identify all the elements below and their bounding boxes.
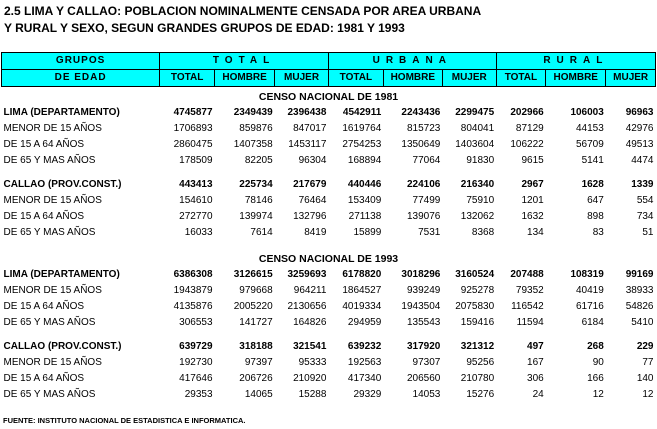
age-group-row: [2, 193, 656, 209]
header-rural-total: TOTAL: [496, 70, 546, 87]
cell-value: 6178820: [342, 269, 382, 280]
cell-value: 15276: [466, 389, 495, 400]
row-label: DE 15 A 64 AÑOS: [3, 301, 85, 312]
cell-value: 44153: [576, 123, 604, 134]
cell-value: 206726: [239, 373, 273, 384]
header-row-columns: [2, 70, 656, 87]
cell-value: 164826: [293, 317, 327, 328]
spacer-row: [2, 331, 656, 339]
cell-value: 54826: [625, 301, 654, 312]
cell-value: 639232: [347, 341, 382, 352]
header-total-total: TOTAL: [160, 70, 215, 87]
cell-value: 3259693: [287, 269, 327, 280]
cell-value: 317920: [406, 341, 441, 352]
spacer-row: [2, 169, 656, 177]
header-urbana-hombre: HOMBRE: [383, 70, 442, 87]
row-label: DE 65 Y MAS AÑOS: [3, 317, 96, 328]
cell-value: 1403604: [455, 139, 495, 150]
cell-value: 4474: [631, 155, 654, 166]
cell-value: 294959: [347, 317, 382, 328]
cell-value: 2860475: [173, 139, 213, 150]
cell-value: 815723: [406, 123, 441, 134]
cell-value: 1943879: [173, 285, 213, 296]
cell-value: 224106: [406, 179, 441, 190]
row-label: MENOR DE 15 AÑOS: [3, 357, 102, 368]
cell-value: 132796: [293, 211, 327, 222]
cell-value: 9615: [521, 155, 544, 166]
cell-value: 192563: [347, 357, 382, 368]
cell-value: 77: [642, 357, 654, 368]
header-urbana-mujer: MUJER: [442, 70, 496, 87]
table-body: [2, 87, 656, 404]
row-label: DE 65 Y MAS AÑOS: [3, 227, 96, 238]
cell-value: 2349439: [233, 107, 273, 118]
header-row-groups: [2, 53, 656, 70]
census-heading: CENSO NACIONAL DE 1981: [258, 91, 399, 103]
cell-value: 90: [592, 357, 604, 368]
header-urbana: URBANA: [328, 53, 496, 70]
source-note: FUENTE: INSTITUTO NACIONAL DE ESTADISTICA E INFORMATICA.: [3, 416, 246, 425]
region-total-row: [2, 105, 656, 121]
cell-value: 647: [587, 195, 604, 206]
cell-value: 1943504: [401, 301, 441, 312]
cell-value: 318188: [239, 341, 273, 352]
cell-value: 4745877: [173, 107, 213, 118]
cell-value: 95333: [298, 357, 327, 368]
cell-value: 14065: [244, 389, 273, 400]
population-table: [1, 52, 656, 403]
cell-value: 40419: [576, 285, 604, 296]
cell-value: 139974: [239, 211, 273, 222]
cell-value: 29353: [184, 389, 213, 400]
cell-value: 321541: [293, 341, 327, 352]
cell-value: 216340: [460, 179, 495, 190]
cell-value: 15288: [298, 389, 327, 400]
cell-value: 3018296: [401, 269, 441, 280]
cell-value: 1201: [521, 195, 544, 206]
cell-value: 96304: [298, 155, 327, 166]
age-group-row: [2, 299, 656, 315]
cell-value: 979668: [239, 285, 273, 296]
cell-value: 804041: [460, 123, 495, 134]
cell-value: 15899: [353, 227, 382, 238]
row-label: MENOR DE 15 AÑOS: [3, 195, 102, 206]
cell-value: 132062: [460, 211, 495, 222]
cell-value: 49513: [625, 139, 654, 150]
header-rural-mujer: MUJER: [606, 70, 656, 87]
cell-value: 734: [636, 211, 654, 222]
age-group-row: [2, 225, 656, 241]
cell-value: 210780: [460, 373, 495, 384]
cell-value: 2243436: [401, 107, 441, 118]
cell-value: 1632: [521, 211, 544, 222]
cell-value: 97307: [412, 357, 441, 368]
region-total-row: [2, 177, 656, 193]
cell-value: 321312: [460, 341, 495, 352]
cell-value: 898: [587, 211, 604, 222]
header-urbana-total: TOTAL: [328, 70, 383, 87]
cell-value: 97397: [244, 357, 273, 368]
cell-value: 206560: [406, 373, 441, 384]
census-heading-row: [2, 249, 656, 267]
cell-value: 56709: [576, 139, 604, 150]
cell-value: 440446: [347, 179, 382, 190]
cell-value: 2005220: [233, 301, 273, 312]
cell-value: 168894: [347, 155, 382, 166]
cell-value: 1453117: [288, 139, 327, 150]
table-title: [4, 3, 481, 37]
cell-value: 1706893: [173, 123, 213, 134]
header-de-edad: DE EDAD: [2, 70, 160, 87]
title-line-2: Y RURAL Y SEXO, SEGUN GRANDES GRUPOS DE EDAD: 1981 Y 1993: [4, 21, 405, 35]
cell-value: 4135876: [173, 301, 213, 312]
cell-value: 847017: [293, 123, 327, 134]
cell-value: 116542: [511, 301, 544, 312]
header-grupos: GRUPOS: [2, 53, 160, 70]
cell-value: 99169: [625, 269, 654, 280]
census-heading: CENSO NACIONAL DE 1993: [258, 253, 399, 265]
age-group-row: [2, 371, 656, 387]
row-label: DE 65 Y MAS AÑOS: [3, 155, 96, 166]
age-group-row: [2, 283, 656, 299]
cell-value: 964211: [293, 285, 327, 296]
cell-value: 82205: [244, 155, 273, 166]
cell-value: 4542911: [342, 107, 382, 118]
cell-value: 1339: [631, 179, 654, 190]
cell-value: 4019334: [342, 301, 382, 312]
cell-value: 1350649: [401, 139, 441, 150]
cell-value: 154610: [179, 195, 213, 206]
cell-value: 306: [527, 373, 544, 384]
age-group-row: [2, 387, 656, 403]
cell-value: 61716: [576, 301, 604, 312]
cell-value: 135543: [406, 317, 441, 328]
header-rural-hombre: HOMBRE: [546, 70, 606, 87]
cell-value: 207488: [510, 269, 544, 280]
cell-value: 77499: [412, 195, 441, 206]
cell-value: 229: [636, 341, 654, 352]
age-group-row: [2, 209, 656, 225]
row-label: DE 65 Y MAS AÑOS: [3, 389, 96, 400]
row-label: DE 15 A 64 AÑOS: [3, 139, 85, 150]
cell-value: 153409: [347, 195, 382, 206]
cell-value: 272770: [179, 211, 213, 222]
cell-value: 14053: [412, 389, 441, 400]
cell-value: 417646: [179, 373, 213, 384]
cell-value: 6184: [581, 317, 604, 328]
cell-value: 1864527: [342, 285, 382, 296]
row-label: MENOR DE 15 AÑOS: [3, 285, 102, 296]
age-group-row: [2, 153, 656, 169]
cell-value: 3126615: [233, 269, 273, 280]
row-label: DE 15 A 64 AÑOS: [3, 373, 85, 384]
cell-value: 29329: [353, 389, 382, 400]
cell-value: 1628: [581, 179, 604, 190]
cell-value: 7531: [418, 227, 441, 238]
region-total-row: [2, 339, 656, 355]
cell-value: 91830: [466, 155, 495, 166]
cell-value: 77064: [412, 155, 441, 166]
row-label: LIMA (DEPARTAMENTO): [3, 269, 120, 280]
row-label: LIMA (DEPARTAMENTO): [3, 107, 120, 118]
cell-value: 306553: [179, 317, 213, 328]
cell-value: 106003: [570, 107, 604, 118]
cell-value: 443413: [179, 179, 213, 190]
cell-value: 24: [532, 389, 544, 400]
cell-value: 2130656: [287, 301, 327, 312]
row-label: MENOR DE 15 AÑOS: [3, 123, 102, 134]
cell-value: 8419: [304, 227, 327, 238]
cell-value: 167: [527, 357, 544, 368]
cell-value: 2754253: [342, 139, 382, 150]
cell-value: 210920: [293, 373, 327, 384]
age-group-row: [2, 315, 656, 331]
cell-value: 268: [587, 341, 604, 352]
cell-value: 12: [642, 389, 654, 400]
cell-value: 75910: [466, 195, 495, 206]
cell-value: 217679: [293, 179, 327, 190]
spacer-row: [2, 241, 656, 249]
cell-value: 106222: [510, 139, 544, 150]
header-total-hombre: HOMBRE: [215, 70, 275, 87]
cell-value: 859876: [239, 123, 273, 134]
cell-value: 554: [636, 195, 654, 206]
row-label: CALLAO (PROV.CONST.): [3, 179, 122, 190]
cell-value: 134: [527, 227, 544, 238]
cell-value: 38933: [625, 285, 654, 296]
cell-value: 78146: [244, 195, 273, 206]
cell-value: 497: [527, 341, 544, 352]
cell-value: 96963: [625, 107, 654, 118]
census-heading-row: [2, 87, 656, 106]
cell-value: 87129: [515, 123, 544, 134]
cell-value: 42976: [625, 123, 654, 134]
cell-value: 1407358: [233, 139, 273, 150]
cell-value: 8368: [471, 227, 495, 238]
cell-value: 108319: [570, 269, 604, 280]
age-group-row: [2, 355, 656, 371]
cell-value: 95256: [466, 357, 495, 368]
cell-value: 51: [642, 227, 654, 238]
age-group-row: [2, 121, 656, 137]
cell-value: 5410: [631, 317, 654, 328]
cell-value: 2299475: [455, 107, 495, 118]
cell-value: 271138: [348, 211, 382, 222]
row-label: CALLAO (PROV.CONST.): [3, 341, 122, 352]
cell-value: 141727: [239, 317, 273, 328]
title-line-1: 2.5 LIMA Y CALLAO: POBLACION NOMINALMENTE CENSADA POR AREA URBANA: [4, 4, 482, 18]
cell-value: 925278: [460, 285, 495, 296]
cell-value: 2396438: [287, 107, 327, 118]
cell-value: 11594: [516, 317, 544, 328]
cell-value: 166: [587, 373, 604, 384]
header-total-mujer: MUJER: [275, 70, 329, 87]
cell-value: 417340: [347, 373, 382, 384]
cell-value: 16033: [184, 227, 213, 238]
cell-value: 639729: [179, 341, 213, 352]
cell-value: 3160524: [455, 269, 495, 280]
cell-value: 1619764: [342, 123, 382, 134]
cell-value: 5141: [581, 155, 604, 166]
cell-value: 2967: [521, 179, 544, 190]
cell-value: 6386308: [173, 269, 213, 280]
region-total-row: [2, 267, 656, 283]
cell-value: 202966: [510, 107, 544, 118]
cell-value: 76464: [298, 195, 327, 206]
cell-value: 225734: [239, 179, 273, 190]
cell-value: 939249: [406, 285, 441, 296]
row-label: DE 15 A 64 AÑOS: [3, 211, 85, 222]
cell-value: 159416: [460, 317, 495, 328]
cell-value: 140: [636, 373, 654, 384]
cell-value: 7614: [250, 227, 273, 238]
cell-value: 178509: [179, 155, 213, 166]
cell-value: 79352: [515, 285, 544, 296]
age-group-row: [2, 137, 656, 153]
cell-value: 12: [592, 389, 604, 400]
cell-value: 83: [592, 227, 604, 238]
header-rural: RURAL: [496, 53, 655, 70]
cell-value: 2075830: [455, 301, 495, 312]
cell-value: 192730: [179, 357, 213, 368]
cell-value: 139076: [406, 211, 441, 222]
header-total: TOTAL: [160, 53, 329, 70]
